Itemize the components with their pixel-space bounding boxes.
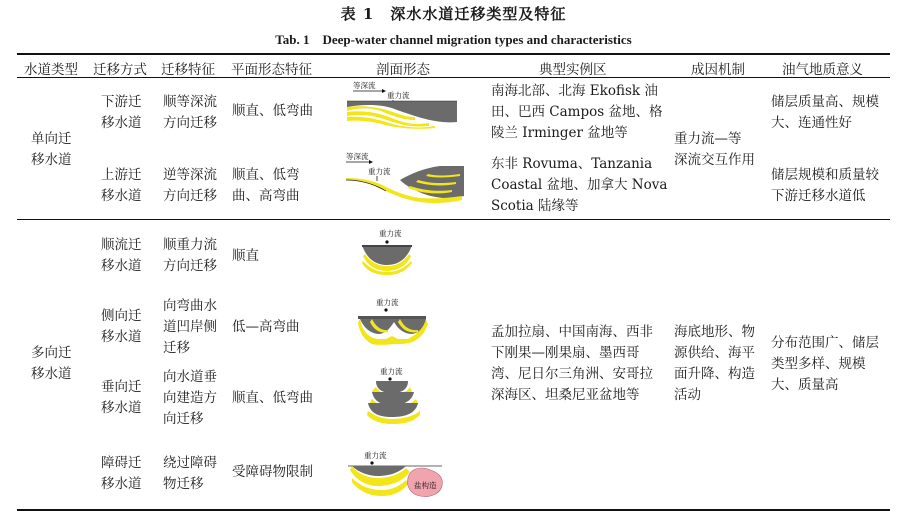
feature-obstacle: 绕过障碍 物迁移	[163, 455, 217, 492]
mode-downflow: 顺流迁 移水道	[101, 237, 142, 274]
plan-obstacle: 受障碍物限制	[232, 464, 313, 480]
profile-downflow-migration	[358, 227, 418, 277]
top-rule	[17, 53, 890, 55]
examples-downstream: 南海北部、北海 Ekofisk 油 田、巴西 Campos 盆地、格 陵兰 Irminger 盆地等	[491, 83, 663, 141]
mechanism-unidirectional: 重力流—等 深流交互作用	[674, 131, 755, 168]
mode-upstream: 上游迁 移水道	[101, 167, 142, 204]
mode-obstacle: 障碍迁 移水道	[101, 455, 142, 492]
gravity-flow-label: 重力流	[379, 229, 402, 238]
header-rule	[17, 77, 890, 78]
mechanism-multidirectional: 海底地形、物 源供给、海平 面升降、构造 活动	[674, 324, 755, 403]
plan-downflow: 顺直	[232, 248, 259, 264]
header-channel-type: 水道类型	[24, 62, 78, 78]
contour-current-label: 等深流	[346, 152, 369, 161]
group-divider-rule	[17, 219, 890, 220]
significance-upstream: 储层规模和质量较 下游迁移水道低	[771, 167, 879, 204]
channel-fill-gray	[376, 381, 408, 393]
profile-upstream-migration	[340, 150, 470, 210]
channel-type-unidirectional: 单向迁 移水道	[31, 131, 72, 168]
gravity-flow-label: 重力流	[368, 167, 391, 176]
header-petroleum-significance: 油气地质意义	[782, 62, 863, 78]
profile-vertical-migration	[362, 365, 432, 425]
contour-current-label: 等深流	[353, 81, 376, 90]
feature-lateral: 向弯曲水 道凹岸侧 迁移	[163, 298, 217, 356]
profile-lateral-migration	[356, 296, 436, 346]
salt-structure-label: 盐构造	[414, 481, 437, 490]
header-migration-feature: 迁移特征	[161, 62, 215, 78]
feature-downflow: 顺重力流 方向迁移	[163, 237, 217, 274]
gravity-flow-label: 重力流	[380, 367, 403, 376]
significance-downstream: 储层质量高、规模 大、连通性好	[771, 94, 879, 131]
plan-lateral: 低—高弯曲	[232, 319, 300, 335]
header-profile-form: 剖面形态	[376, 62, 430, 78]
plan-upstream: 顺直、低弯 曲、高弯曲	[232, 167, 300, 204]
table-title-cn: 表 1 深水水道迁移类型及特征	[340, 5, 567, 23]
gravity-flow-label: 重力流	[364, 451, 387, 460]
table-title-en: Tab. 1 Deep-water channel migration types and characteristics	[275, 32, 632, 47]
plan-downstream: 顺直、低弯曲	[232, 103, 313, 119]
channel-fill-gray	[400, 166, 464, 198]
gravity-flow-label: 重力流	[376, 298, 399, 307]
header-genetic-mechanism: 成因机制	[691, 62, 745, 78]
mode-downstream: 下游迁 移水道	[101, 94, 142, 131]
channel-type-multidirectional: 多向迁 移水道	[31, 345, 72, 382]
feature-vertical: 向水道垂 向建造方 向迁移	[163, 369, 217, 427]
significance-multidirectional: 分布范围广、储层 类型多样、规模 大、质量高	[771, 335, 879, 393]
examples-multidirectional: 孟加拉扇、中国南海、西非 下刚果—刚果扇、墨西哥 湾、尼日尔三角洲、安哥拉 深海区、坦桑尼亚盆地等	[491, 324, 653, 403]
gravity-flow-label: 重力流	[387, 91, 410, 100]
header-migration-mode: 迁移方式	[93, 62, 147, 78]
feature-upstream: 逆等深流 方向迁移	[163, 167, 217, 204]
profile-downstream-migration	[345, 80, 465, 130]
header-plan-form: 平面形态特征	[231, 62, 312, 78]
examples-upstream: 东非 Rovuma、Tanzania Coastal 盆地、加拿大 Nova Scotia 陆缘等	[491, 156, 668, 214]
feature-downstream: 顺等深流 方向迁移	[163, 94, 217, 131]
mode-vertical: 垂向迁 移水道	[101, 379, 142, 416]
mode-lateral: 侧向迁 移水道	[101, 308, 142, 345]
profile-obstacle-migration	[346, 448, 456, 500]
plan-vertical: 顺直、低弯曲	[232, 390, 313, 406]
bottom-rule	[17, 509, 890, 511]
header-typical-examples: 典型实例区	[539, 62, 607, 78]
